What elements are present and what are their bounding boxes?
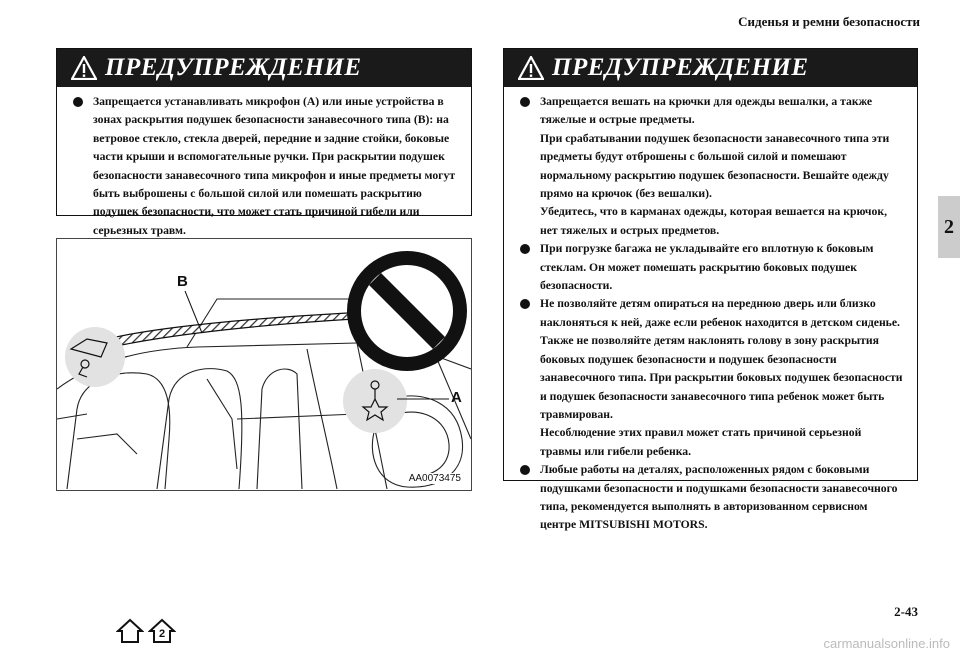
warning-text: Запрещается устанавливать микрофон (А) или иные устройства в зонах раскрытия подушек безопасности занавесочного типа (B): на ветровое стекло, стекла дверей, передние и задние стойки, боковые части крыши и вспомогательные ручки. При раскрытии подушек безопасности занавесочного типа микрофон и иные предметы могут быть выброшены с большой силой или помешать раскрытию подушек безопасности, что может стать причиной гибели или серьезных травм. bbox=[93, 95, 456, 237]
warning-text: Убедитесь, что в карманах одежды, которая вешается на крючок, нет тяжелых и острых предметов. bbox=[540, 205, 888, 237]
warning-text: Не позволяйте детям опираться на переднюю дверь или близко наклоняться к ней, даже если ребенок находится в детском сиденье. bbox=[540, 297, 900, 329]
warning-text: При погрузке багажа не укладывайте его вплотную к боковым стеклам. Он может помешать раскрытию боковых подушек безопасности. bbox=[540, 242, 874, 293]
warning-text: Любые работы на деталях, расположенных рядом с боковыми подушками безопасности и подушками безопасности занавесочного типа, рекомендуется выполнять в авторизованном сервисном центре MITSUBISHI MOTORS. bbox=[540, 463, 898, 532]
warning-item bbox=[516, 295, 905, 461]
warning-heading: ПРЕДУПРЕЖДЕНИЕ bbox=[105, 54, 362, 81]
warning-box-left bbox=[56, 48, 472, 237]
bullet-icon bbox=[520, 299, 530, 309]
page-number: 2-43 bbox=[894, 604, 918, 619]
warning-heading: ПРЕДУПРЕЖДЕНИЕ bbox=[552, 54, 809, 81]
warning-text: Несоблюдение этих правил может стать причиной серьезной травмы или гибели ребенка. bbox=[540, 426, 862, 458]
illustration-code: AA0073475 bbox=[408, 473, 461, 484]
bullet-icon bbox=[520, 465, 530, 475]
nav-icons bbox=[116, 618, 176, 644]
bullet-icon bbox=[73, 97, 83, 107]
label-b: B bbox=[177, 273, 188, 290]
warning-header bbox=[504, 49, 917, 87]
warning-triangle-icon bbox=[71, 56, 97, 80]
warning-item bbox=[516, 461, 905, 535]
chapter-home-label: 2 bbox=[158, 628, 166, 640]
warning-text: При срабатывании подушек безопасности занавесочного типа эти предметы будут отброшены с большой силой и помешают нормальному раскрытию подушек безопасности. Вешайте одежду прямо на крючок (без вешалки). bbox=[540, 131, 890, 201]
warning-text: Запрещается вешать на крючки для одежды вешалки, а также тяжелые и острые предметы. bbox=[540, 95, 873, 127]
chapter-tab: 2 bbox=[938, 196, 960, 258]
chapter-home-icon[interactable] bbox=[148, 618, 176, 644]
watermark: carmanualsonline.info bbox=[823, 636, 950, 651]
home-icon[interactable] bbox=[116, 618, 144, 644]
bullet-icon bbox=[520, 97, 530, 107]
warning-item bbox=[69, 93, 459, 240]
warning-text: Также не позволяйте детям наклонять голову в зону раскрытия боковых подушек безопасности и подушек безопасности занавесочного типа. При раскрытии боковых подушек безопасности и подушек безопасности занавесочного типа ребенок может быть травмирован. bbox=[540, 334, 903, 421]
warning-header bbox=[57, 49, 471, 87]
warning-box-right bbox=[503, 48, 918, 532]
airbag-illustration bbox=[56, 238, 472, 491]
warning-item bbox=[516, 93, 905, 240]
warning-triangle-icon bbox=[518, 56, 544, 80]
label-a: A bbox=[451, 389, 462, 406]
bullet-icon bbox=[520, 244, 530, 254]
page-title: Сиденья и ремни безопасности bbox=[738, 14, 920, 29]
warning-item bbox=[516, 240, 905, 295]
